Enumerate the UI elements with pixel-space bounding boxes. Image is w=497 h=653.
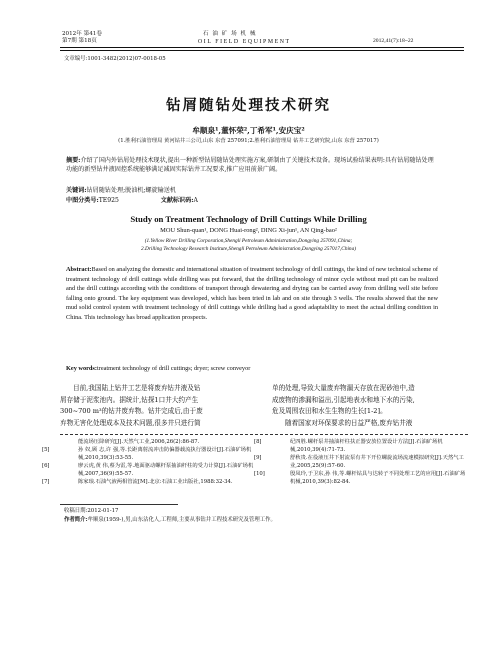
- intro-right-column: [272, 383, 468, 429]
- keywords-en-label: Key words:: [66, 365, 97, 372]
- keywords-cn-text: 钻屑随钻处理;脱油机;螺旋输送机: [86, 187, 176, 194]
- reference-item: 能流场压降研究[J].天然气工业,2006,26(2):86-87.: [78, 439, 200, 445]
- reference-item: [9] 舒秋贵.在役液压井下射流泵有井下开位螺旋流场流速模拟研究[J].天然气工业,2005,25(9):57-60.: [254, 455, 464, 470]
- header-journal-en: OIL FIELD EQUIPMENT: [198, 38, 291, 45]
- intro-left-line: 弃物无害化处理成本及技术问题,很多井只进行简: [60, 418, 201, 427]
- affiliations-cn: (1.胜利石油管理局 黄河钻井三公司,山东 东营 257091;2.胜利石油管理局 钻井工艺研究院,山东 东营 257017): [118, 138, 379, 144]
- affiliation-en-2: 2.Drilling Technology Research Institute,Shengli Petroleum Administration,Dongying 257017,China): [141, 246, 356, 252]
- authors-en: MOU Shun-quan¹, DONG Huai-rong², DING Xi-jun¹, AN Qing-bao²: [160, 227, 337, 234]
- keywords-cn: [66, 186, 176, 195]
- abstract-cn: [66, 156, 436, 174]
- header-year-vol: 2012年 第41卷: [62, 31, 102, 37]
- reference-item: [5] 孙 奴,顾 志,许 强,等.长距离射流冲击防偏器载流执行器设计[J].石油矿场机械,2010,39(3):53-55.: [42, 447, 252, 462]
- paper-title-cn: 钻屑随钻处理技术研究: [166, 97, 331, 114]
- references-left: [42, 438, 256, 487]
- author-bio-text: 牟顺泉(1959-),男,山东沾化人,工程师,主要从事钻井工程技术研究及管理工作。: [87, 517, 276, 523]
- intro-left-line: 300~700 m³的钻井废弃物。钻井完成后,由于废: [60, 407, 203, 416]
- keywords-cn-label: 关键词:: [66, 187, 87, 194]
- author-bio-label: 作者简介:: [64, 517, 88, 523]
- abstract-cn-text: 介绍了国内外钻屑处理技术现状,提出一种新型钻屑随钻处理实施方案,研制由了关键技术设备。现场试验结果表明:具有钻屑随钻处理功能的新型钻井液固控系统能够满足减固实际钻井工况要求,推广应用前景广阔。: [66, 157, 434, 174]
- header-journal-cn: 石 油 矿 场 机 械: [203, 31, 257, 37]
- abstract-en-text: Based on analyzing the domestic and international situation of treatment technology of drill cuttings, the kind of new technical scheme of treatment technology of drill cuttings while drilling was put forward, that the drilling technology of minor cycle without mud pit can be realized and the drill cuttings according with the conditions of transport through dewatering and drying can be carried away from drilling well site before falling onto ground. The key equipment was developed, which has been tried in lab and on site through 3 wells. The results showed that the new mud solid control system with treatment technology of drill cuttings while drilling had a good adaptability to meet the actual drilling condition in China. This technology has broad application prospects.: [66, 266, 438, 321]
- class-number-value: TE925: [98, 196, 119, 204]
- intro-right-line: 随着国家对环保要求的日益严格,废弃钻井液: [285, 418, 413, 427]
- footnote-rule: [60, 504, 178, 505]
- reference-item: [6] 廖云虎,黄 伟,蔡为雷,等.地面驱动螺杆泵抽油杆柱的受力计算[J].石油矿场机械,2007,36(9):55-57.: [42, 463, 254, 478]
- intro-left-column: [60, 383, 256, 429]
- intro-right-line: 单的处理,导致大量废弃物漏天存放在泥砂池中,造: [272, 384, 415, 392]
- authors-cn: 牟顺泉¹,董怀荣²,丁希军¹,安庆宝²: [192, 126, 305, 135]
- references-divider: [60, 434, 468, 435]
- paper-title-en: Study on Treatment Technology of Drill Cuttings While Drilling: [130, 214, 367, 224]
- doc-code-label: 文献标识码:: [160, 196, 194, 204]
- author-bio: [64, 517, 276, 524]
- reference-item: [8] 纪四胜.螺杆泵井抽油杆柱扶正器安放位置设计方法[J].石油矿场机械,2010,39(4):71-73.: [254, 439, 443, 454]
- classification-cn: [66, 196, 198, 205]
- received-date: 收稿日期:2012-01-17: [64, 508, 119, 514]
- intro-left-line: 屑存储于泥浆池内。据统计,钻探1口井大约产生: [60, 395, 199, 404]
- class-number-label: 中图分类号:: [66, 196, 99, 204]
- keywords-en: [66, 364, 438, 374]
- intro-left-line: 目前,我国陆上钻井工艺是将废弃钻井液及钻: [73, 384, 201, 392]
- intro-right-line: 成废物的渗漏和溢出,引起地表水和地下水的污染,: [272, 395, 415, 404]
- abstract-cn-label: 摘要:: [66, 157, 81, 164]
- header-rule-thin: [60, 50, 464, 51]
- keywords-en-text: treatment technology of drill cuttings; dryer; screw conveyor: [96, 365, 251, 372]
- header-date-pages: 2012,41(7):18~22: [373, 38, 414, 44]
- header-rule-thick: [60, 47, 464, 48]
- header-issue-page: 第7期 第18页: [62, 38, 97, 44]
- abstract-en-label: Abstract:: [66, 266, 92, 273]
- intro-right-line: 危及周围农田和水生生物的生长[1-2]。: [272, 407, 387, 416]
- article-number: 文章编号:1001-3482(2012)07-0018-05: [64, 56, 166, 62]
- reference-item: [10] 殷凤玲,于卫东,孙 伟,等.螺杆钻具与达转子不同处理工艺的应用[J].石油矿场机械,2010,39(3):82-84.: [254, 471, 466, 486]
- affiliation-en-1: (1.Yellow River Drilling Corporation,Shengli Petroleum Administration,Dongying 257091,China;: [144, 238, 353, 244]
- references-right: [254, 438, 468, 487]
- doc-code-value: A: [193, 196, 198, 204]
- abstract-en: [66, 265, 438, 323]
- reference-item: [7] 陈家琅.石油气液两相管流[M].北京:石油工业出版社,1988:32-34.: [42, 479, 233, 486]
